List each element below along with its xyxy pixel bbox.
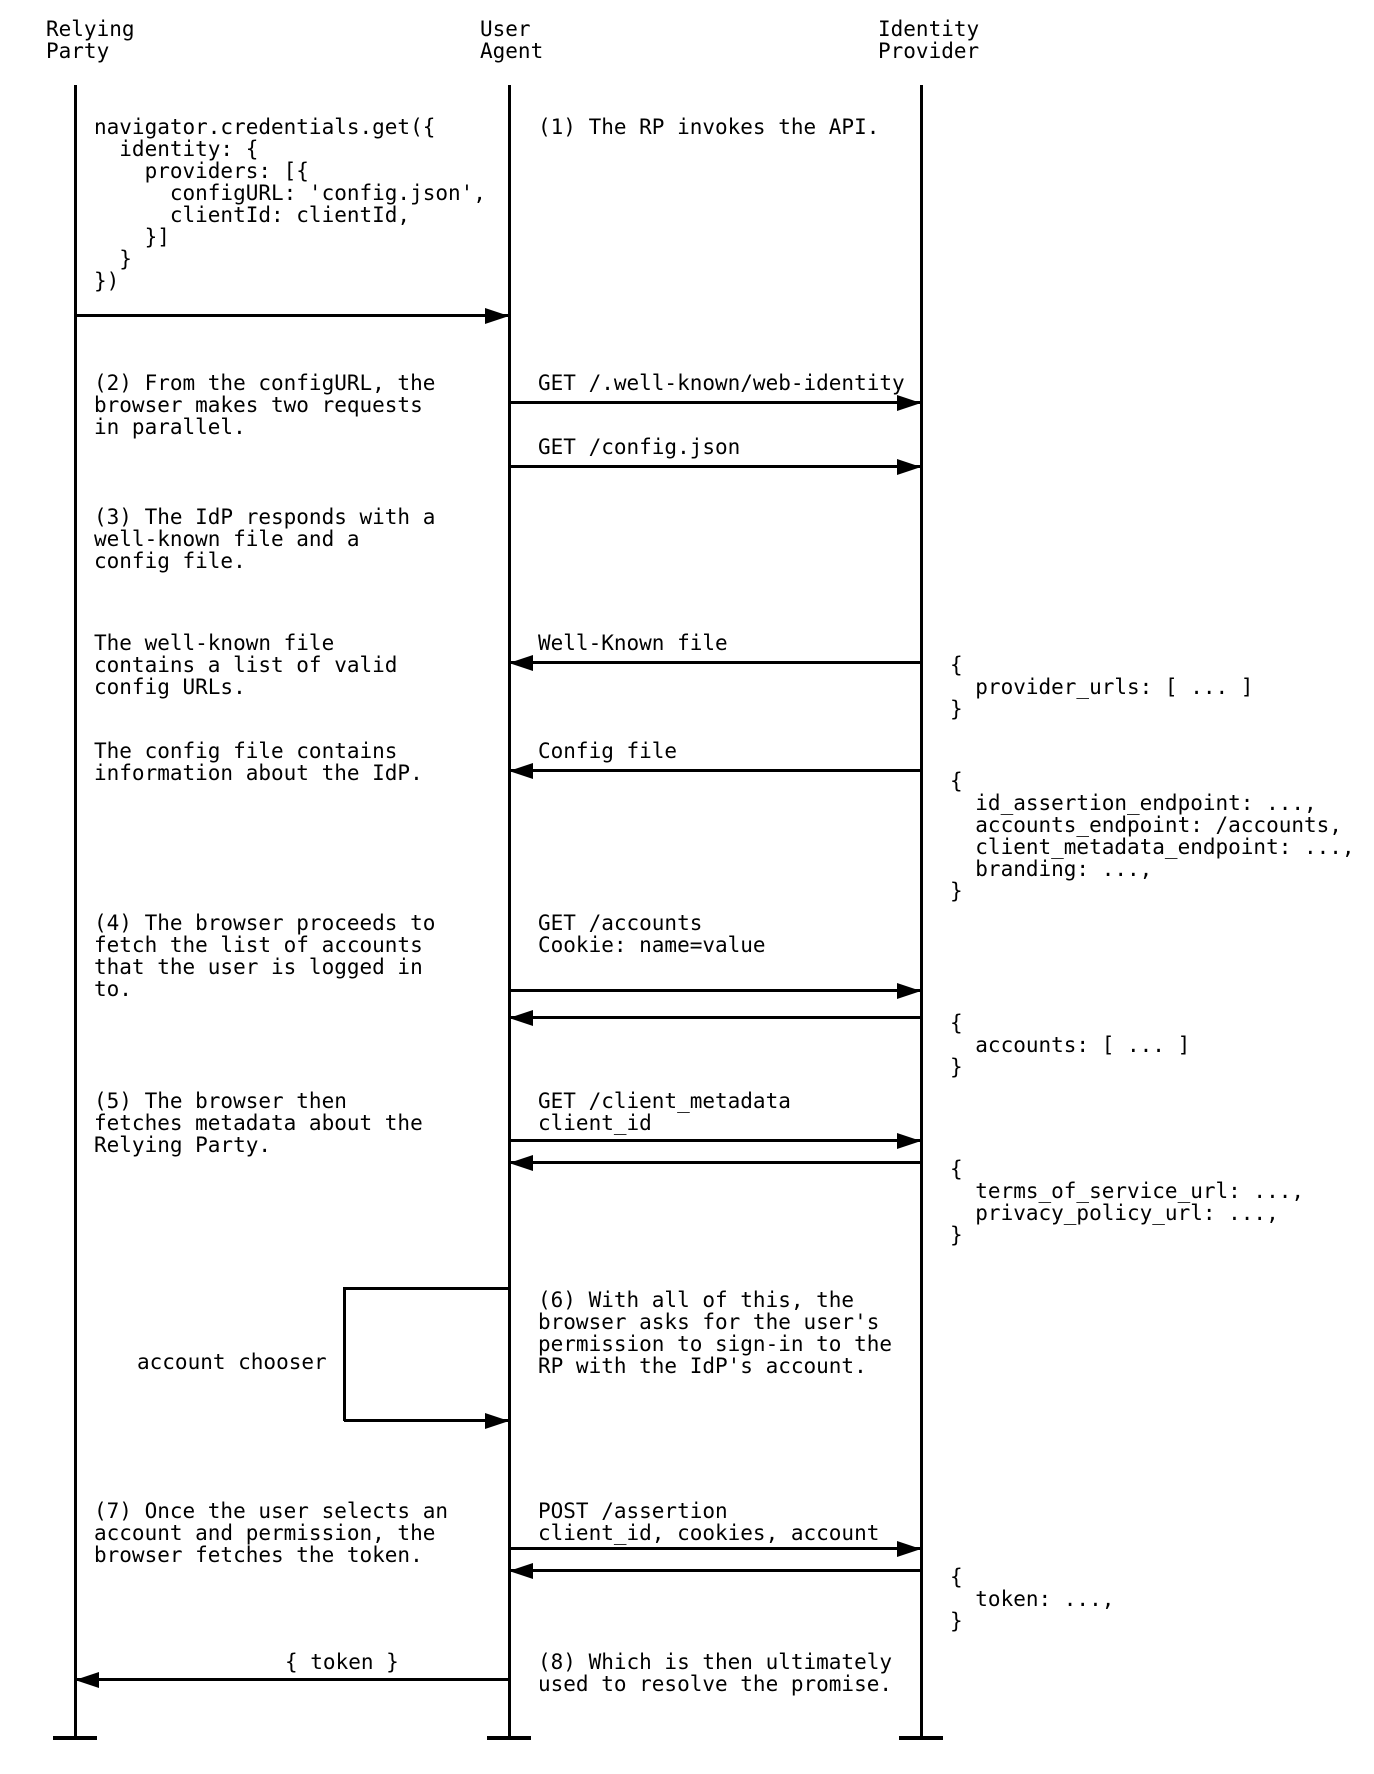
arrow-get-config-shaft — [509, 465, 921, 468]
note-step4-line: that the user is logged in — [94, 955, 423, 979]
rp-code-block-line: providers: [{ — [94, 159, 309, 183]
msg-accounts-request — [538, 912, 766, 956]
note-step5 — [94, 1090, 423, 1156]
actor-user-agent-line: Agent — [480, 39, 544, 63]
msg-config-file-line: Config file — [538, 739, 678, 763]
json-wellknown-response-line: } — [950, 697, 963, 721]
msg-wellknown-file — [538, 632, 728, 654]
note-step4-line: (4) The browser proceeds to — [94, 911, 436, 935]
note-step2-line: in parallel. — [94, 415, 246, 439]
actor-user-agent — [480, 18, 543, 62]
actor-identity-provider — [878, 18, 979, 62]
arrow-rp-invoke-api — [75, 314, 509, 317]
arrow-config-file-head — [509, 763, 533, 779]
arrow-client-metadata-response-head — [509, 1155, 533, 1171]
note-step2 — [94, 372, 435, 438]
arrow-get-wellknown-shaft — [509, 401, 921, 404]
note-step6-line: RP with the IdP's account. — [538, 1354, 867, 1378]
rp-code-block-line: } — [94, 247, 132, 271]
arrow-resolve-promise-shaft — [75, 1678, 509, 1681]
rp-code-block-line: configURL: 'config.json', — [94, 181, 486, 205]
relying-party-lifeline — [74, 85, 77, 1738]
arrow-config-file-shaft — [509, 769, 921, 772]
json-config-response-line: id_assertion_endpoint: ..., — [950, 791, 1317, 815]
json-client-metadata-response-line: } — [950, 1223, 963, 1247]
json-accounts-response-line: accounts: [ ... ] — [950, 1033, 1191, 1057]
label-token-return-line: { token } — [285, 1650, 399, 1674]
msg-config-file — [538, 740, 677, 762]
json-accounts-response-line: } — [950, 1055, 963, 1079]
arrow-token-response-head — [509, 1563, 533, 1579]
arrow-wellknown-file-shaft — [509, 661, 921, 664]
note-step5-line: (5) The browser then — [94, 1089, 347, 1113]
arrow-post-assertion-shaft — [509, 1547, 921, 1550]
rp-code-block-line: clientId: clientId, — [94, 203, 411, 227]
json-token-response-line: { — [950, 1565, 963, 1589]
json-wellknown-response — [950, 654, 1253, 720]
rp-code-block-line: }) — [94, 269, 120, 293]
arrow-get-config-head — [897, 459, 921, 475]
arrow-token-response — [509, 1569, 921, 1572]
json-token-response-line: } — [950, 1609, 963, 1633]
actor-relying-party-line: Relying — [46, 17, 135, 41]
label-account-chooser-line: account chooser — [137, 1350, 327, 1374]
rp-code-block-line: }] — [94, 225, 170, 249]
arrow-post-assertion — [509, 1547, 921, 1550]
note-step3-line: config file. — [94, 549, 246, 573]
actor-identity-provider-line: Identity — [878, 17, 980, 41]
note-config-file-line: The config file contains — [94, 739, 398, 763]
msg-config-request-line: GET /config.json — [538, 435, 741, 459]
json-wellknown-response-line: { — [950, 653, 963, 677]
note-wellknown-file-line: contains a list of valid — [94, 653, 398, 677]
note-step3-line: (3) The IdP responds with a — [94, 505, 436, 529]
note-step2-line: browser makes two requests — [94, 393, 423, 417]
msg-post-assertion-line: client_id, cookies, account — [538, 1521, 880, 1545]
json-wellknown-response-line: provider_urls: [ ... ] — [950, 675, 1254, 699]
arrow-client-metadata-response — [509, 1161, 921, 1164]
arrow-get-accounts-head — [897, 983, 921, 999]
note-step8 — [538, 1651, 892, 1695]
note-step5-line: fetches metadata about the — [94, 1111, 423, 1135]
json-client-metadata-response-line: privacy_policy_url: ..., — [950, 1201, 1279, 1225]
actor-relying-party-line: Party — [46, 39, 110, 63]
json-config-response — [950, 770, 1355, 902]
note-step7-line: browser fetches the token. — [94, 1543, 423, 1567]
arrow-rp-invoke-api-head — [485, 308, 509, 324]
note-step6-line: browser asks for the user's — [538, 1310, 880, 1334]
note-step1 — [538, 116, 879, 138]
actor-identity-provider-line: Provider — [878, 39, 980, 63]
arrow-get-accounts-shaft — [509, 989, 921, 992]
note-step1-line: (1) The RP invokes the API. — [538, 115, 880, 139]
arrow-token-response-shaft — [509, 1569, 921, 1572]
user-agent-lifeline — [508, 85, 511, 1738]
arrow-config-file — [509, 769, 921, 772]
json-config-response-line: } — [950, 879, 963, 903]
json-client-metadata-response — [950, 1158, 1304, 1246]
user-agent-lifeline-foot — [487, 1736, 531, 1740]
note-step4 — [94, 912, 435, 1000]
label-token-return — [285, 1651, 399, 1673]
note-step4-line: to. — [94, 977, 132, 1001]
note-step6 — [538, 1289, 892, 1377]
note-step7-line: (7) Once the user selects an — [94, 1499, 449, 1523]
arrow-wellknown-file-head — [509, 655, 533, 671]
rp-code-block-line: identity: { — [94, 137, 259, 161]
json-accounts-response — [950, 1012, 1190, 1078]
arrow-get-client-metadata — [509, 1139, 921, 1142]
arrow-get-config — [509, 465, 921, 468]
arrow-get-wellknown-head — [897, 395, 921, 411]
msg-wellknown-request-line: GET /.well-known/web-identity — [538, 371, 905, 395]
actor-user-agent-line: User — [480, 17, 531, 41]
msg-client-metadata-request-line: GET /client_metadata — [538, 1089, 791, 1113]
json-token-response-line: token: ..., — [950, 1587, 1115, 1611]
account-chooser-loop-top-segment — [344, 1287, 509, 1290]
note-step8-line: (8) Which is then ultimately — [538, 1650, 893, 1674]
arrow-get-accounts — [509, 989, 921, 992]
json-config-response-line: client_metadata_endpoint: ..., — [950, 835, 1355, 859]
identity-provider-lifeline-foot — [899, 1736, 943, 1740]
msg-wellknown-file-line: Well-Known file — [538, 631, 728, 655]
rp-code-block-line: navigator.credentials.get({ — [94, 115, 436, 139]
note-wellknown-file — [94, 632, 397, 698]
arrow-accounts-response-shaft — [509, 1016, 921, 1019]
msg-accounts-request-line: Cookie: name=value — [538, 933, 766, 957]
arrow-rp-invoke-api-shaft — [75, 314, 509, 317]
note-wellknown-file-line: The well-known file — [94, 631, 335, 655]
note-wellknown-file-line: config URLs. — [94, 675, 246, 699]
arrow-accounts-response-head — [509, 1010, 533, 1026]
arrow-post-assertion-head — [897, 1541, 921, 1557]
msg-wellknown-request — [538, 372, 905, 394]
note-step7-line: account and permission, the — [94, 1521, 436, 1545]
arrow-account-chooser-return — [344, 1419, 509, 1422]
arrow-resolve-promise — [75, 1678, 509, 1681]
identity-provider-lifeline — [920, 85, 923, 1738]
msg-client-metadata-request-line: client_id — [538, 1111, 652, 1135]
note-step8-line: used to resolve the promise. — [538, 1672, 893, 1696]
arrow-client-metadata-response-shaft — [509, 1161, 921, 1164]
note-step3 — [94, 506, 435, 572]
arrow-wellknown-file — [509, 661, 921, 664]
arrow-accounts-response — [509, 1016, 921, 1019]
json-token-response — [950, 1566, 1114, 1632]
note-step7 — [94, 1500, 448, 1566]
json-client-metadata-response-line: { — [950, 1157, 963, 1181]
json-config-response-line: branding: ..., — [950, 857, 1153, 881]
note-config-file-line: information about the IdP. — [94, 761, 423, 785]
note-step2-line: (2) From the configURL, the — [94, 371, 436, 395]
note-step5-line: Relying Party. — [94, 1133, 272, 1157]
arrow-get-client-metadata-head — [897, 1133, 921, 1149]
rp-code-block — [94, 116, 486, 292]
json-accounts-response-line: { — [950, 1011, 963, 1035]
relying-party-lifeline-foot — [53, 1736, 97, 1740]
msg-post-assertion-line: POST /assertion — [538, 1499, 728, 1523]
note-step4-line: fetch the list of accounts — [94, 933, 423, 957]
actor-relying-party — [46, 18, 135, 62]
msg-post-assertion — [538, 1500, 879, 1544]
label-account-chooser — [137, 1351, 327, 1373]
msg-accounts-request-line: GET /accounts — [538, 911, 703, 935]
arrow-get-wellknown — [509, 401, 921, 404]
msg-config-request — [538, 436, 740, 458]
account-chooser-loop-vertical-segment — [343, 1287, 346, 1421]
arrow-get-client-metadata-shaft — [509, 1139, 921, 1142]
note-step6-line: permission to sign-in to the — [538, 1332, 893, 1356]
json-config-response-line: { — [950, 769, 963, 793]
json-client-metadata-response-line: terms_of_service_url: ..., — [950, 1179, 1305, 1203]
arrow-account-chooser-return-head — [485, 1413, 509, 1429]
note-config-file — [94, 740, 423, 784]
msg-client-metadata-request — [538, 1090, 791, 1134]
note-step3-line: well-known file and a — [94, 527, 360, 551]
json-config-response-line: accounts_endpoint: /accounts, — [950, 813, 1342, 837]
note-step6-line: (6) With all of this, the — [538, 1288, 855, 1312]
arrow-resolve-promise-head — [75, 1672, 99, 1688]
